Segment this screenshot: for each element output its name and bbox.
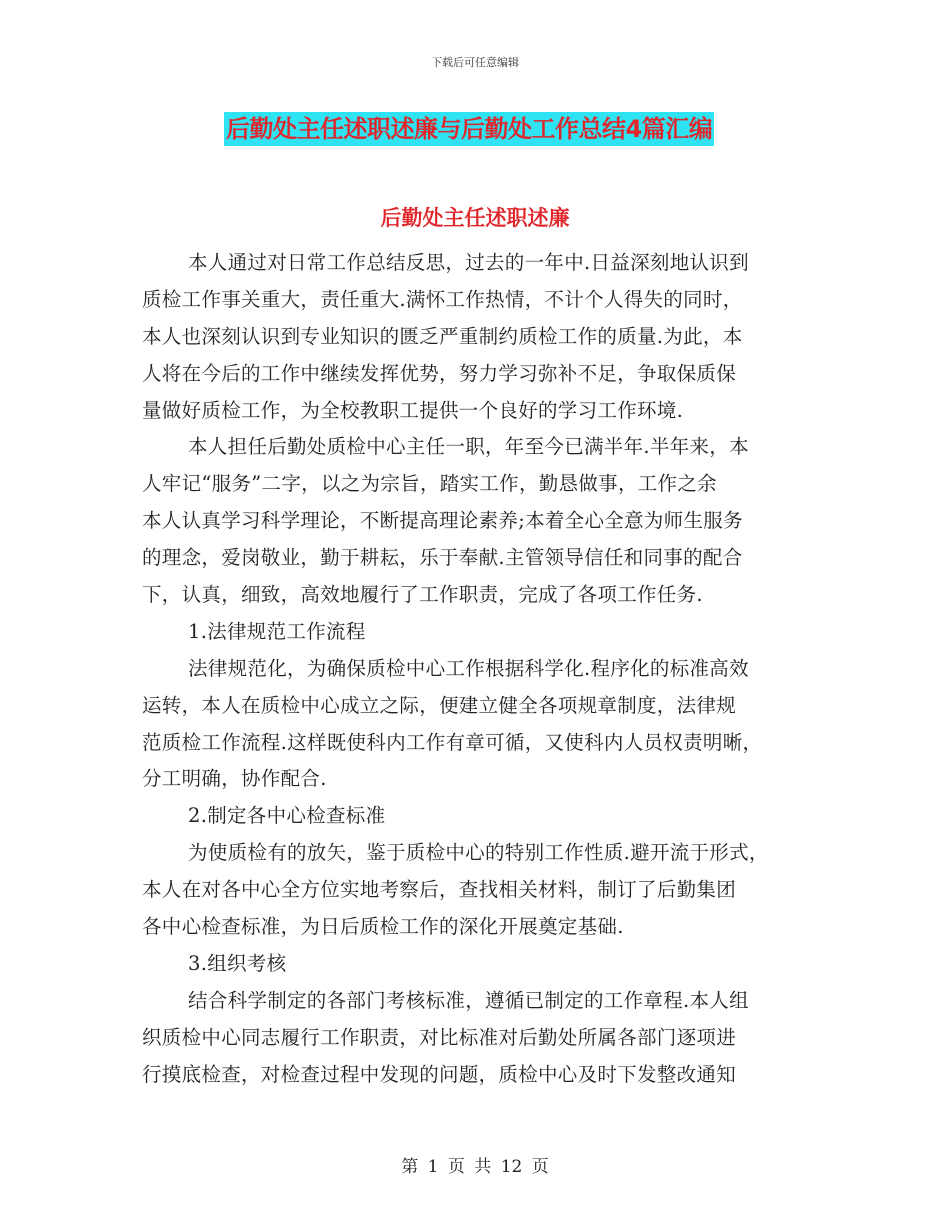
document-main-title: 后勤处主任述职述廉与后勤处工作总结4篇汇编 [224,112,714,146]
list-heading-2: 2.制定各中心检查标准 [188,804,386,828]
list-heading-1: 1.法律规范工作流程 [188,619,366,643]
body-line: 为使质检有的放矢，鉴于质检中心的特别工作性质.避开流于形式， [188,841,769,865]
list-heading-3: 3.组织考核 [188,951,287,975]
page-number-footer: 第 1 页 共 12 页 [401,1157,549,1177]
body-line: 本人在对各中心全方位实地考察后，查找相关材料，制订了后勤集团 [142,878,737,902]
body-line: 运转，本人在质检中心成立之际，便建立健全各项规章制度，法律规 [142,693,737,717]
header-note: 下载后可任意编辑 [431,56,519,69]
body-line: 本人通过对日常工作总结反思，过去的一年中.日益深刻地认识到 [188,251,749,274]
body-line: 本人担任后勤处质检中心主任一职，年至今已满半年.半年来，本 [188,435,749,459]
body-line: 下，认真，细致，高效地履行了工作职责，完成了各项工作任务. [142,583,703,607]
body-line: 人牢记“服务”二字，以之为宗旨，踏实工作，勤恳做事，工作之余 [142,472,717,496]
body-line: 行摸底检查，对检查过程中发现的问题，质检中心及时下发整改通知 [142,1062,737,1086]
body-line: 各中心检查标准，为日后质检工作的深化开展奠定基础. [142,915,624,939]
body-line: 分工明确，协作配合. [142,767,327,791]
body-line: 人将在今后的工作中继续发挥优势，努力学习弥补不足，争取保质保 [142,361,737,385]
body-line: 量做好质检工作，为全校教职工提供一个良好的学习工作环境. [142,398,684,422]
body-line: 范质检工作流程.这样既使科内工作有章可循，又使科内人员权责明晰， [142,730,763,754]
body-line: 织质检中心同志履行工作职责，对比标准对后勤处所属各部门逐项进 [142,1025,737,1049]
body-line: 结合科学制定的各部门考核标准，遵循已制定的工作章程.本人组 [188,988,749,1012]
document-body [142,245,812,1093]
body-line: 法律规范化，为确保质检中心工作根据科学化.程序化的标准高效 [188,656,749,680]
section-title: 后勤处主任述职述廉 [380,206,570,230]
body-line: 本人也深刻认识到专业知识的匮乏严重制约质检工作的质量.为此，本 [142,324,743,348]
body-line: 的理念，爱岗敬业，勤于耕耘，乐于奉献.主管领导信任和同事的配合 [142,546,743,570]
body-line: 本人认真学习科学理论，不断提高理论素养;本着全心全意为师生服务 [142,509,743,533]
body-line: 质检工作事关重大，责任重大.满怀工作热情，不计个人得失的同时， [142,287,743,311]
